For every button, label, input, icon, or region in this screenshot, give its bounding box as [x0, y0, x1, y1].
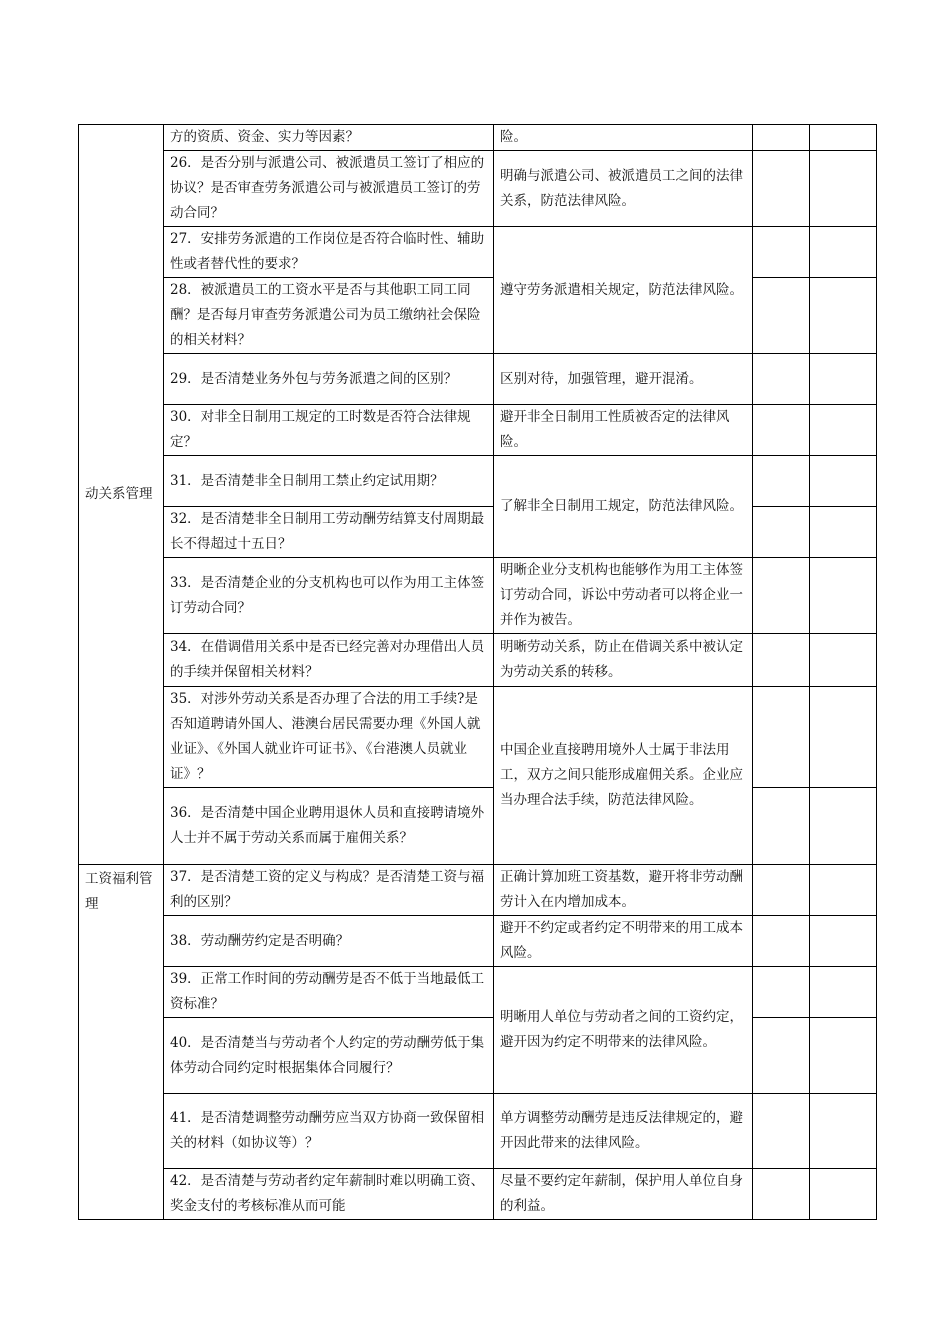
remark-cell: [810, 125, 877, 151]
question-cell: 26．是否分别与派遣公司、被派遣员工签订了相应的协议？是否审查劳务派遣公司与被派遣员工签订的劳动合同？: [164, 151, 494, 227]
question-cell: 30．对非全日制用工规定的工时数是否符合法律规定？: [164, 405, 494, 456]
check-cell: [753, 278, 810, 354]
table-row: [79, 558, 877, 634]
remark-cell: [810, 558, 877, 634]
question-cell: 42．是否清楚与劳动者约定年薪制时难以明确工资、奖金支付的考核标准从而可能: [164, 1169, 494, 1220]
question-cell: 36．是否清楚中国企业聘用退休人员和直接聘请境外人士并不属于劳动关系而属于雇佣关系？: [164, 788, 494, 865]
purpose-cell: 避开不约定或者约定不明带来的用工成本风险。: [494, 916, 753, 967]
check-cell: [753, 634, 810, 687]
question-cell: 方的资质、资金、实力等因素？: [164, 125, 494, 151]
question-cell: 38．劳动酬劳约定是否明确？: [164, 916, 494, 967]
table-row: [79, 227, 877, 278]
purpose-cell: 遵守劳务派遣相关规定，防范法律风险。: [494, 227, 753, 354]
question-cell: 37．是否清楚工资的定义与构成？是否清楚工资与福利的区别？: [164, 865, 494, 916]
question-cell: 40．是否清楚当与劳动者个人约定的劳动酬劳低于集体劳动合同约定时根据集体合同履行？: [164, 1018, 494, 1094]
remark-cell: [810, 456, 877, 507]
remark-cell: [810, 1094, 877, 1169]
table-row: [79, 865, 877, 916]
remark-cell: [810, 507, 877, 558]
check-cell: [753, 354, 810, 405]
checklist-table: [78, 124, 877, 1220]
purpose-cell: 了解非全日制用工规定，防范法律风险。: [494, 456, 753, 558]
table-row: [79, 151, 877, 227]
check-cell: [753, 687, 810, 788]
remark-cell: [810, 687, 877, 788]
question-cell: 28．被派遣员工的工资水平是否与其他职工同工同酬？是否每月审查劳务派遣公司为员工缴纳社会保险的相关材料？: [164, 278, 494, 354]
question-cell: 32．是否清楚非全日制用工劳动酬劳结算支付周期最长不得超过十五日？: [164, 507, 494, 558]
check-cell: [753, 558, 810, 634]
check-cell: [753, 916, 810, 967]
question-cell: 39．正常工作时间的劳动酬劳是否不低于当地最低工资标准？: [164, 967, 494, 1018]
remark-cell: [810, 967, 877, 1018]
table-row: [79, 634, 877, 687]
category-cell: 动关系管理: [79, 125, 164, 865]
remark-cell: [810, 1018, 877, 1094]
remark-cell: [810, 788, 877, 865]
purpose-cell: 明晰用人单位与劳动者之间的工资约定，避开因为约定不明带来的法律风险。: [494, 967, 753, 1094]
purpose-cell: 区别对待，加强管理，避开混淆。: [494, 354, 753, 405]
check-cell: [753, 1094, 810, 1169]
check-cell: [753, 1018, 810, 1094]
table-row: [79, 788, 877, 865]
table-row: [79, 456, 877, 507]
table-row: [79, 1169, 877, 1220]
table-row: [79, 125, 877, 151]
question-cell: 34．在借调借用关系中是否已经完善对办理借出人员的手续并保留相关材料？: [164, 634, 494, 687]
remark-cell: [810, 405, 877, 456]
purpose-cell: 正确计算加班工资基数，避开将非劳动酬劳计入在内增加成本。: [494, 865, 753, 916]
table-row: [79, 1018, 877, 1094]
check-cell: [753, 1169, 810, 1220]
table-row: [79, 405, 877, 456]
purpose-cell: 明晰劳动关系，防止在借调关系中被认定为劳动关系的转移。: [494, 634, 753, 687]
remark-cell: [810, 354, 877, 405]
table-row: [79, 278, 877, 354]
purpose-cell: 明晰企业分支机构也能够作为用工主体签订劳动合同，诉讼中劳动者可以将企业一并作为被告。: [494, 558, 753, 634]
question-cell: 41．是否清楚调整劳动酬劳应当双方协商一致保留相关的材料（如协议等）？: [164, 1094, 494, 1169]
category-cell: 工资福利管理: [79, 865, 164, 1220]
remark-cell: [810, 865, 877, 916]
table-row: [79, 507, 877, 558]
purpose-cell: 单方调整劳动酬劳是违反法律规定的，避开因此带来的法律风险。: [494, 1094, 753, 1169]
table-row: [79, 687, 877, 788]
check-cell: [753, 788, 810, 865]
purpose-cell: 中国企业直接聘用境外人士属于非法用工，双方之间只能形成雇佣关系。企业应当办理合法手续，防范法律风险。: [494, 687, 753, 865]
check-cell: [753, 405, 810, 456]
remark-cell: [810, 227, 877, 278]
question-cell: 31．是否清楚非全日制用工禁止约定试用期？: [164, 456, 494, 507]
question-cell: 27．安排劳务派遣的工作岗位是否符合临时性、辅助性或者替代性的要求？: [164, 227, 494, 278]
check-cell: [753, 151, 810, 227]
check-cell: [753, 456, 810, 507]
question-cell: 33．是否清楚企业的分支机构也可以作为用工主体签订劳动合同？: [164, 558, 494, 634]
purpose-cell: 明确与派遣公司、被派遣员工之间的法律关系，防范法律风险。: [494, 151, 753, 227]
check-cell: [753, 967, 810, 1018]
purpose-cell: 尽量不要约定年薪制，保护用人单位自身的利益。: [494, 1169, 753, 1220]
remark-cell: [810, 151, 877, 227]
check-cell: [753, 865, 810, 916]
check-cell: [753, 507, 810, 558]
remark-cell: [810, 916, 877, 967]
purpose-cell: 避开非全日制用工性质被否定的法律风险。: [494, 405, 753, 456]
remark-cell: [810, 1169, 877, 1220]
check-cell: [753, 125, 810, 151]
remark-cell: [810, 634, 877, 687]
purpose-cell: 险。: [494, 125, 753, 151]
table-row: [79, 354, 877, 405]
question-cell: 29．是否清楚业务外包与劳务派遣之间的区别？: [164, 354, 494, 405]
table-row: [79, 967, 877, 1018]
question-cell: 35．对涉外劳动关系是否办理了合法的用工手续?是否知道聘请外国人、港澳台居民需要办理《外国人就业证》、《外国人就业许可证书》、《台港澳人员就业证》？: [164, 687, 494, 788]
check-cell: [753, 227, 810, 278]
table-row: [79, 1094, 877, 1169]
table-row: [79, 916, 877, 967]
remark-cell: [810, 278, 877, 354]
